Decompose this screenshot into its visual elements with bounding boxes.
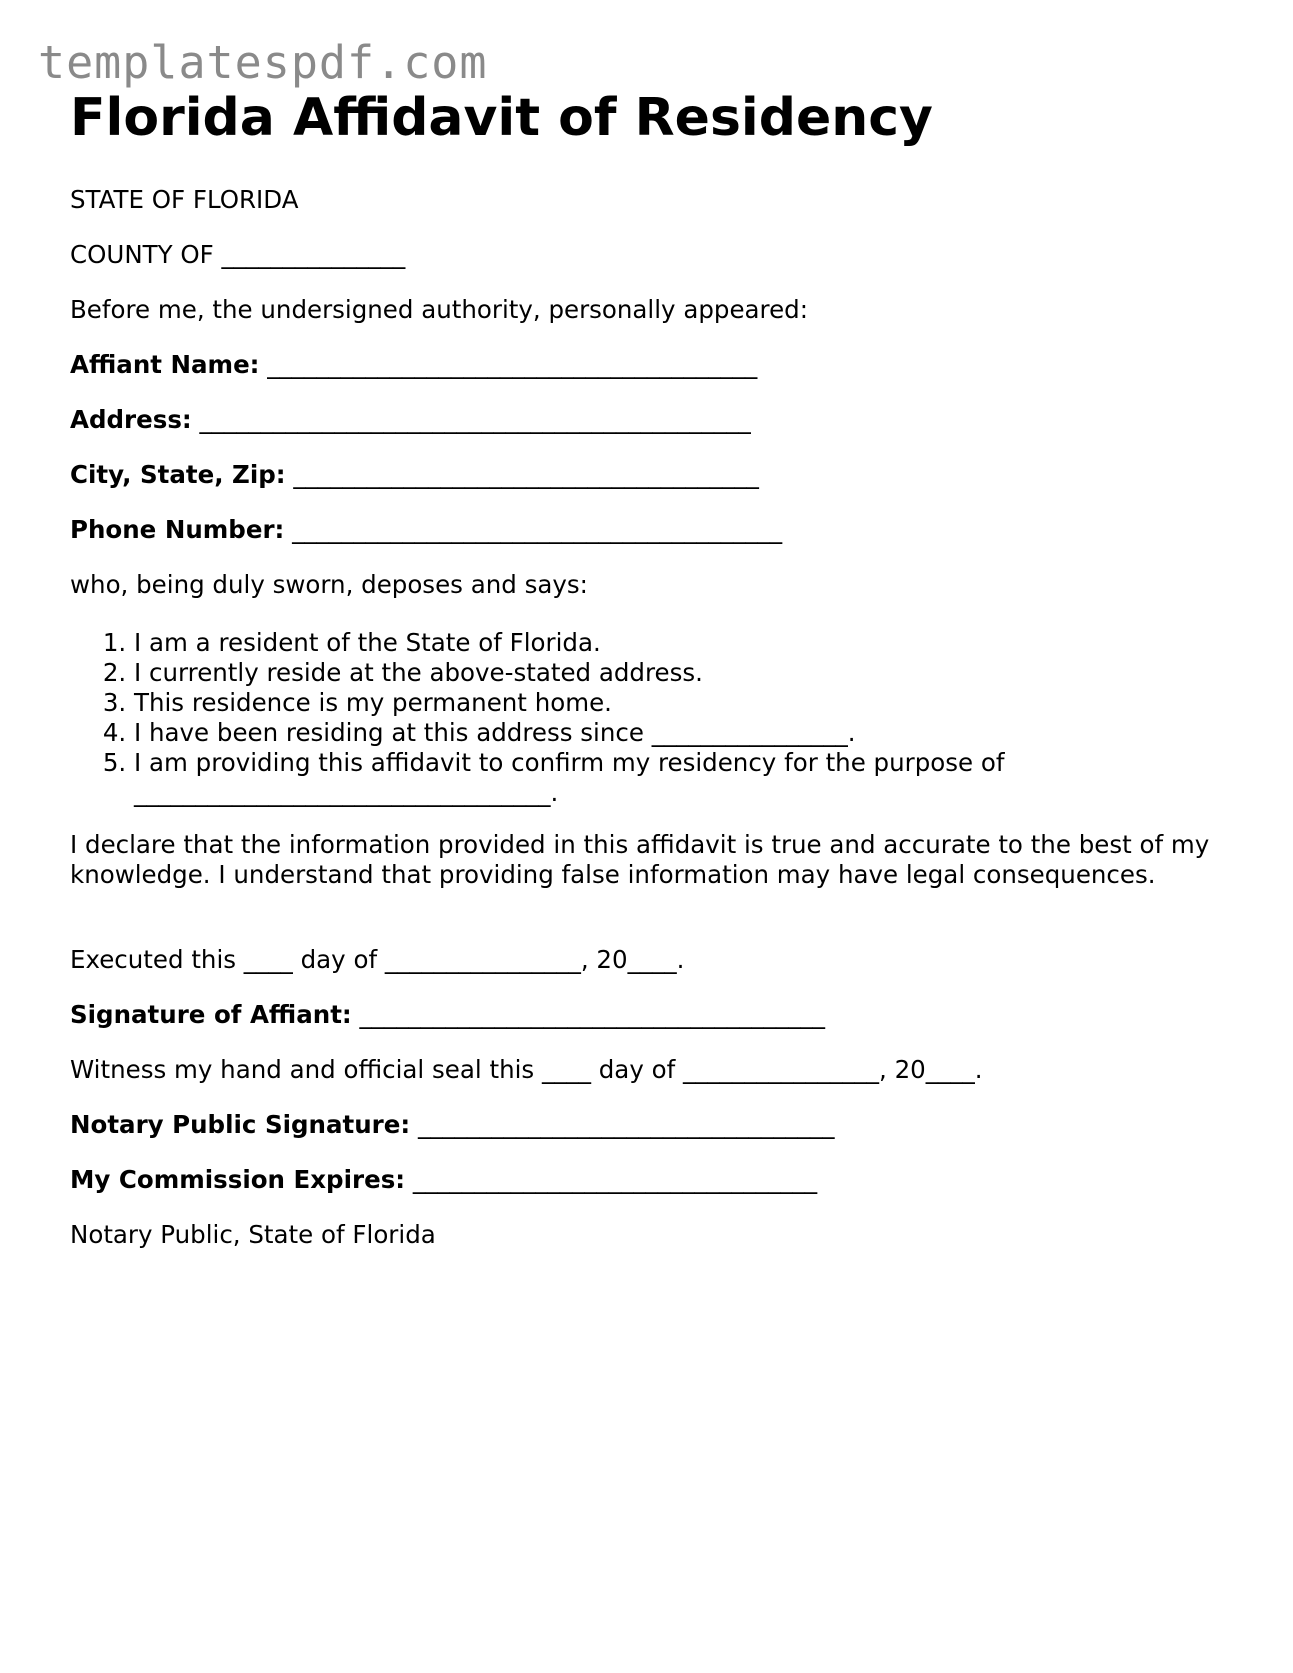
city-state-zip-blank: ______________________________________ <box>293 460 759 489</box>
address-label: Address: <box>70 405 192 434</box>
notary-footer: Notary Public, State of Florida <box>70 1220 436 1249</box>
declaration-text: I declare that the information provided in this affidavit is true and accurate to the best of my knowledge. I understand that providing false information may have legal consequences. <box>70 830 1210 889</box>
affiant-signature-blank: ______________________________________ <box>359 1000 826 1029</box>
sworn-line: who, being duly sworn, deposes and says: <box>70 570 588 599</box>
notary-signature-field <box>70 1110 834 1140</box>
statement-item: 1. I am a resident of the State of Florida. <box>134 628 1170 658</box>
notary-signature-label: Notary Public Signature: <box>70 1110 411 1139</box>
witness-line: Witness my hand and official seal this ____ day of ________________, 20____. <box>70 1055 983 1084</box>
commission-expires-blank: _________________________________ <box>412 1165 818 1194</box>
watermark: templatespdf.com <box>38 36 488 89</box>
affiant-name-blank: ________________________________________ <box>267 350 758 379</box>
address-field <box>70 405 751 435</box>
phone-number-blank: ________________________________________ <box>292 515 783 544</box>
phone-number-field <box>70 515 782 545</box>
city-state-zip-field <box>70 460 759 490</box>
notary-signature-blank: __________________________________ <box>417 1110 835 1139</box>
statement-item: 5. I am providing this affidavit to confirm my residency for the purpose of __________________________________. <box>134 748 1034 808</box>
county-line: COUNTY OF _______________ <box>70 240 406 269</box>
statement-item: 3. This residence is my permanent home. <box>134 688 1170 718</box>
commission-expires-label: My Commission Expires: <box>70 1165 406 1194</box>
affiant-signature-label: Signature of Affiant: <box>70 1000 352 1029</box>
state-line: STATE OF FLORIDA <box>70 185 299 214</box>
statement-item: 4. I have been residing at this address since ________________. <box>134 718 1170 748</box>
statement-list <box>70 628 1170 808</box>
address-blank: _____________________________________________ <box>199 405 751 434</box>
affiant-name-label: Affiant Name: <box>70 350 260 379</box>
phone-number-label: Phone Number: <box>70 515 285 544</box>
executed-line: Executed this ____ day of ________________, 20____. <box>70 945 685 974</box>
city-state-zip-label: City, State, Zip: <box>70 460 286 489</box>
affiant-signature-field <box>70 1000 825 1030</box>
commission-expires-field <box>70 1165 817 1195</box>
statement-item: 2. I currently reside at the above-stated address. <box>134 658 1170 688</box>
affiant-name-field <box>70 350 757 380</box>
page-title: Florida Affidavit of Residency <box>70 88 933 148</box>
intro-text: Before me, the undersigned authority, personally appeared: <box>70 295 808 324</box>
